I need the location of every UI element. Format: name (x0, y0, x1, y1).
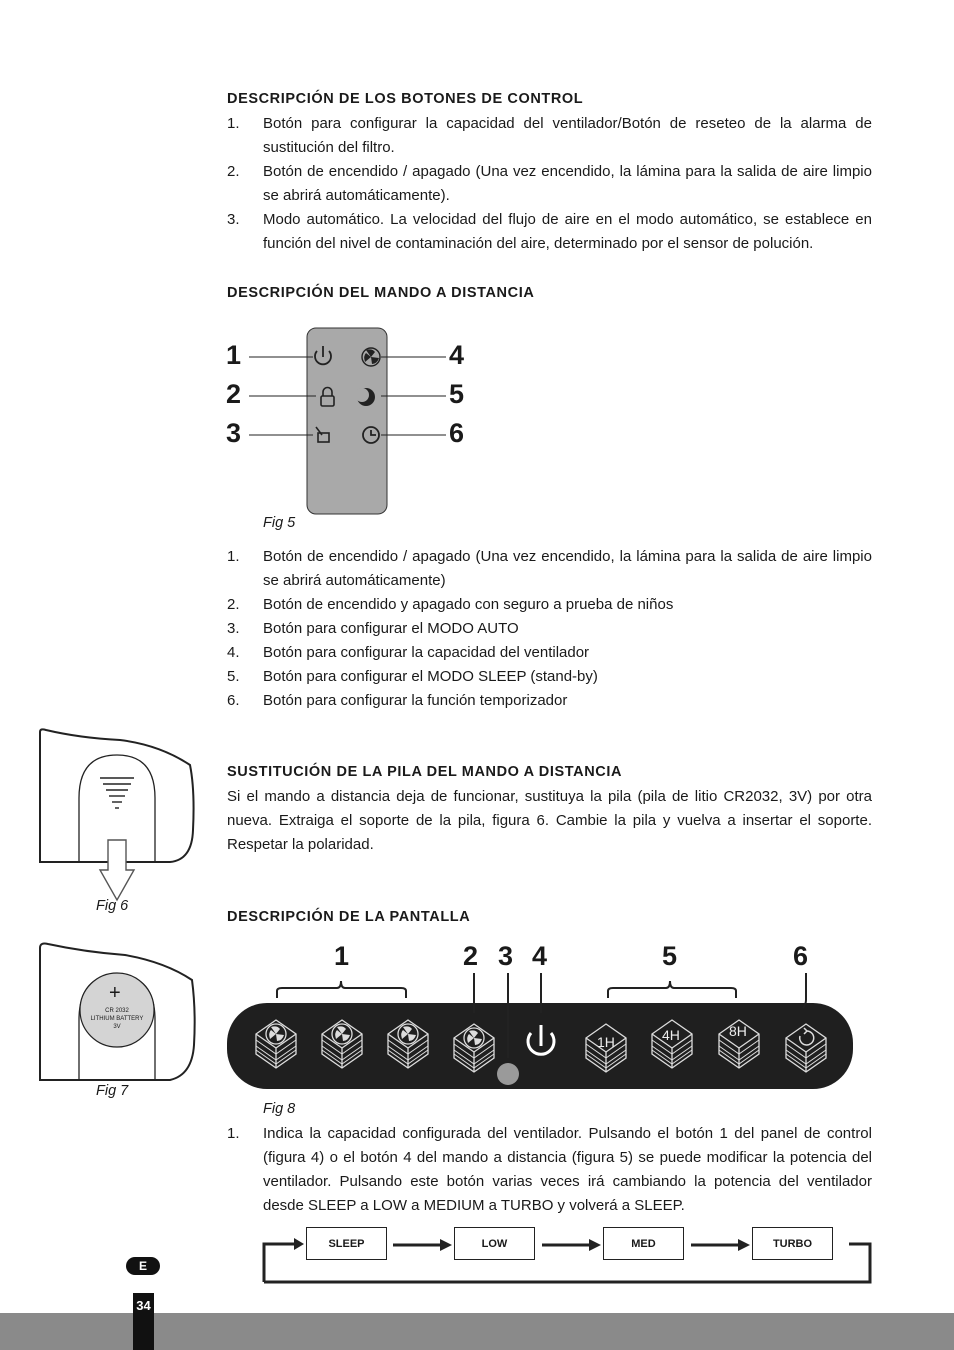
battery-label-line: LITHIUM BATTERY (90, 1016, 144, 1022)
list-text: Botón para configurar la capacidad del ventilador (263, 644, 590, 661)
list-text: Botón de encendido / apagado (Una vez encendido, la lámina para la salida de aire limpio se abrirá automáticamente). (263, 163, 872, 204)
remote-callout-4: 4 (449, 340, 465, 370)
list-number: 1. (227, 1125, 240, 1142)
list-number: 3. (227, 211, 240, 228)
list-text: Indica la capacidad configurada del ventilador. Pulsando el botón 1 del panel de control (figura 4) o el botón 4 del mando a distancia (figura 5) se puede modificar la potencia del ventilador. Pulsando este botón varias veces irá cambiando la potencia del ventilador desde SLEEP a LOW a MEDIUM a TURBO y volverá a SLEEP. (263, 1125, 872, 1214)
timer-label-1h: 1H (597, 1034, 615, 1050)
list-text: Botón de encendido y apagado con seguro a prueba de niños (263, 596, 674, 613)
section-heading-battery: SUSTITUCIÓN DE LA PILA DEL MANDO A DISTANCIA (227, 764, 623, 780)
display-callout-5: 5 (662, 941, 678, 971)
display-callout-4: 4 (532, 941, 548, 971)
remote-callout-5: 5 (449, 379, 465, 409)
flow-step-turbo: TURBO (752, 1227, 833, 1260)
display-callout-1: 1 (334, 941, 350, 971)
remote-callout-1: 1 (226, 340, 242, 370)
display-callout-6: 6 (793, 941, 809, 971)
list-text: Modo automático. La velocidad del flujo de aire en el modo automático, se establece en función del nivel de contaminación del aire, determinado por el sensor de polución. (263, 211, 872, 252)
figure-caption: Fig 7 (96, 1083, 129, 1099)
section-heading-remote: DESCRIPCIÓN DEL MANDO A DISTANCIA (227, 285, 535, 301)
figure-caption: Fig 5 (263, 515, 296, 531)
battery-label-line: 3V (113, 1024, 121, 1030)
flow-step-sleep: SLEEP (306, 1227, 387, 1260)
list-number: 3. (227, 620, 240, 637)
list-number: 1. (227, 548, 240, 565)
figure-caption: Fig 6 (96, 898, 129, 914)
battery-plus-sign: + (109, 982, 121, 1004)
display-callout-2: 2 (463, 941, 479, 971)
list-number: 2. (227, 596, 240, 613)
list-number: 2. (227, 163, 240, 180)
list-text: Botón de encendido / apagado (Una vez encendido, la lámina para la salida de aire limpio se abrirá automáticamente) (263, 548, 872, 589)
flow-step-med: MED (603, 1227, 684, 1260)
figure-caption: Fig 8 (263, 1101, 296, 1117)
list-number: 5. (227, 668, 240, 685)
list-number: 1. (227, 115, 240, 132)
timer-label-8h: 8H (729, 1023, 747, 1039)
remote-callout-3: 3 (226, 418, 242, 448)
list-text: Botón para configurar el MODO AUTO (263, 620, 519, 637)
flow-step-low: LOW (454, 1227, 535, 1260)
remote-callout-2: 2 (226, 379, 242, 409)
battery-paragraph: Si el mando a distancia deja de funcionar, sustituya la pila (pila de litio CR2032, 3V) por otra nueva. Extraiga el soporte de la pila, figura 6. Cambie la pila y vuelva a insertar el soporte. Respetar la polaridad. (227, 788, 872, 853)
list-text: Botón para configurar la función temporizador (263, 692, 568, 709)
list-number: 6. (227, 692, 240, 709)
list-number: 4. (227, 644, 240, 661)
timer-label-4h: 4H (662, 1027, 680, 1043)
remote-callout-6: 6 (449, 418, 465, 448)
section-heading-display: DESCRIPCIÓN DE LA PANTALLA (227, 909, 471, 925)
battery-label-line: CR 2032 (105, 1008, 129, 1014)
list-text: Botón para configurar la capacidad del ventilador/Botón de reseteo de la alarma de sustitución del filtro. (263, 115, 872, 156)
list-text: Botón para configurar el MODO SLEEP (stand-by) (263, 668, 598, 685)
display-callout-3: 3 (498, 941, 514, 971)
language-badge: E (126, 1257, 160, 1275)
section-heading-control-buttons: DESCRIPCIÓN DE LOS BOTONES DE CONTROL (227, 91, 584, 107)
page-number: 34 (133, 1293, 154, 1350)
